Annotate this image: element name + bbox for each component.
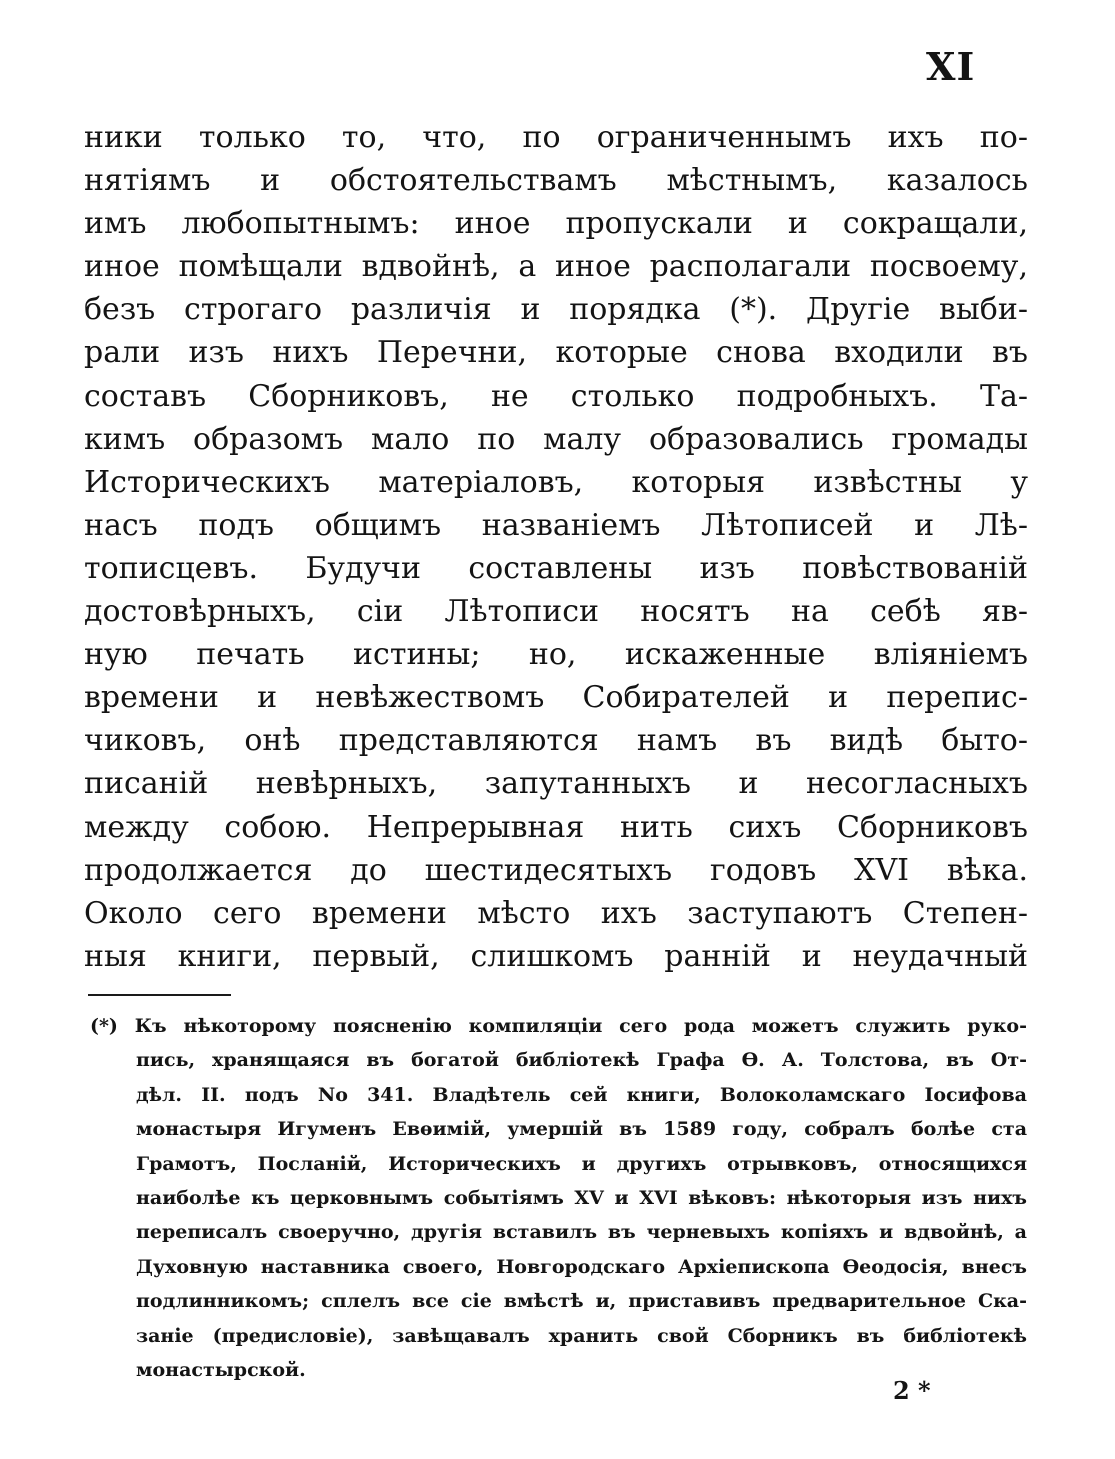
main-text-line: иное помѣщали вдвойнѣ, а иное располагали посвоему, bbox=[84, 249, 1028, 285]
footnote-line: (*) Къ нѣкоторому поясненію компиляціи сего рода можетъ служить руко- bbox=[90, 1015, 1027, 1037]
footnote-line: Грамотъ, Посланій, Историческихъ и другихъ отрывковъ, относящихся bbox=[136, 1152, 1027, 1175]
page-number: XI bbox=[926, 44, 976, 89]
main-text bbox=[84, 116, 1028, 978]
main-text-line: достовѣрныхъ, сіи Лѣтописи носятъ на себѣ яв- bbox=[84, 594, 1028, 630]
main-text-line: Историческихъ матеріаловъ, которыя извѣстны у bbox=[84, 464, 1028, 500]
signature-mark: 2 * bbox=[893, 1376, 931, 1405]
main-text-line: Около сего времени мѣсто ихъ заступаютъ Степен- bbox=[84, 895, 1028, 931]
main-text-line: между собою. Непрерывная нить сихъ Сборниковъ bbox=[84, 809, 1028, 845]
footnote-line: пись, хранящаяся въ богатой библіотекѣ Графа Ѳ. А. Толстова, въ От- bbox=[136, 1049, 1027, 1072]
main-text-line: рали изъ нихъ Перечни, которые снова входили въ bbox=[84, 335, 1028, 371]
main-text-line: писаній невѣрныхъ, запутанныхъ и несогласныхъ bbox=[84, 766, 1028, 802]
footnote-line: наиболѣе къ церковнымъ событіямъ XV и XVI вѣковъ: нѣкоторыя изъ нихъ bbox=[136, 1186, 1027, 1209]
footnote bbox=[90, 1009, 1027, 1387]
main-text-line: насъ подъ общимъ названіемъ Лѣтописей и Лѣ- bbox=[84, 507, 1028, 543]
main-text-line: составъ Сборниковъ, не столько подробныхъ. Та- bbox=[84, 378, 1028, 414]
main-text-line: имъ любопытнымъ: иное пропускали и сокращали, bbox=[84, 206, 1028, 242]
footnote-line: дѣл. II. подъ No 341. Владѣтель сей книги, Волоколамскаго Іосифова bbox=[136, 1083, 1027, 1106]
footnote-line: монастырской. bbox=[136, 1358, 306, 1381]
main-text-line: ную печать истины; но, искаженные вліяніемъ bbox=[84, 637, 1028, 673]
main-text-line: продолжается до шестидесятыхъ годовъ XVI вѣка. bbox=[84, 852, 1028, 888]
main-text-line: безъ строгаго различія и порядка (*). Другіе выби- bbox=[84, 292, 1028, 328]
main-text-line: тописцевъ. Будучи составлены изъ повѣствованій bbox=[84, 550, 1028, 586]
footnote-line: подлинникомъ; сплелъ все сіе вмѣстѣ и, приставивъ предварительное Ска- bbox=[136, 1290, 1027, 1313]
main-text-line: времени и невѣжествомъ Собирателей и перепис- bbox=[84, 680, 1028, 716]
main-text-line: ныя книги, первый, слишкомъ ранній и неудачный bbox=[84, 938, 1028, 974]
footnote-line: заніе (предисловіе), завѣщавалъ хранить свой Сборникъ въ библіотекѣ bbox=[136, 1324, 1027, 1347]
footnote-line: монастыря Игуменъ Евѳимій, умершій въ 1589 году, собралъ болѣе ста bbox=[136, 1118, 1027, 1141]
footnote-rule bbox=[88, 994, 231, 996]
main-text-line: кимъ образомъ мало по малу образовались громады bbox=[84, 421, 1028, 457]
footnote-line: Духовную наставника своего, Новгородскаго Архіепископа Ѳеодосія, внесъ bbox=[136, 1255, 1027, 1278]
footnote-line: переписалъ своеручно, другія вставилъ въ черневыхъ копіяхъ и вдвойнѣ, а bbox=[136, 1221, 1027, 1244]
main-text-line: нятіямъ и обстоятельствамъ мѣстнымъ, казалось bbox=[84, 163, 1028, 199]
main-text-line: ники только то, что, по ограниченнымъ ихъ по- bbox=[84, 120, 1028, 155]
main-text-line: чиковъ, онѣ представляются намъ въ видѣ быто- bbox=[84, 723, 1028, 759]
